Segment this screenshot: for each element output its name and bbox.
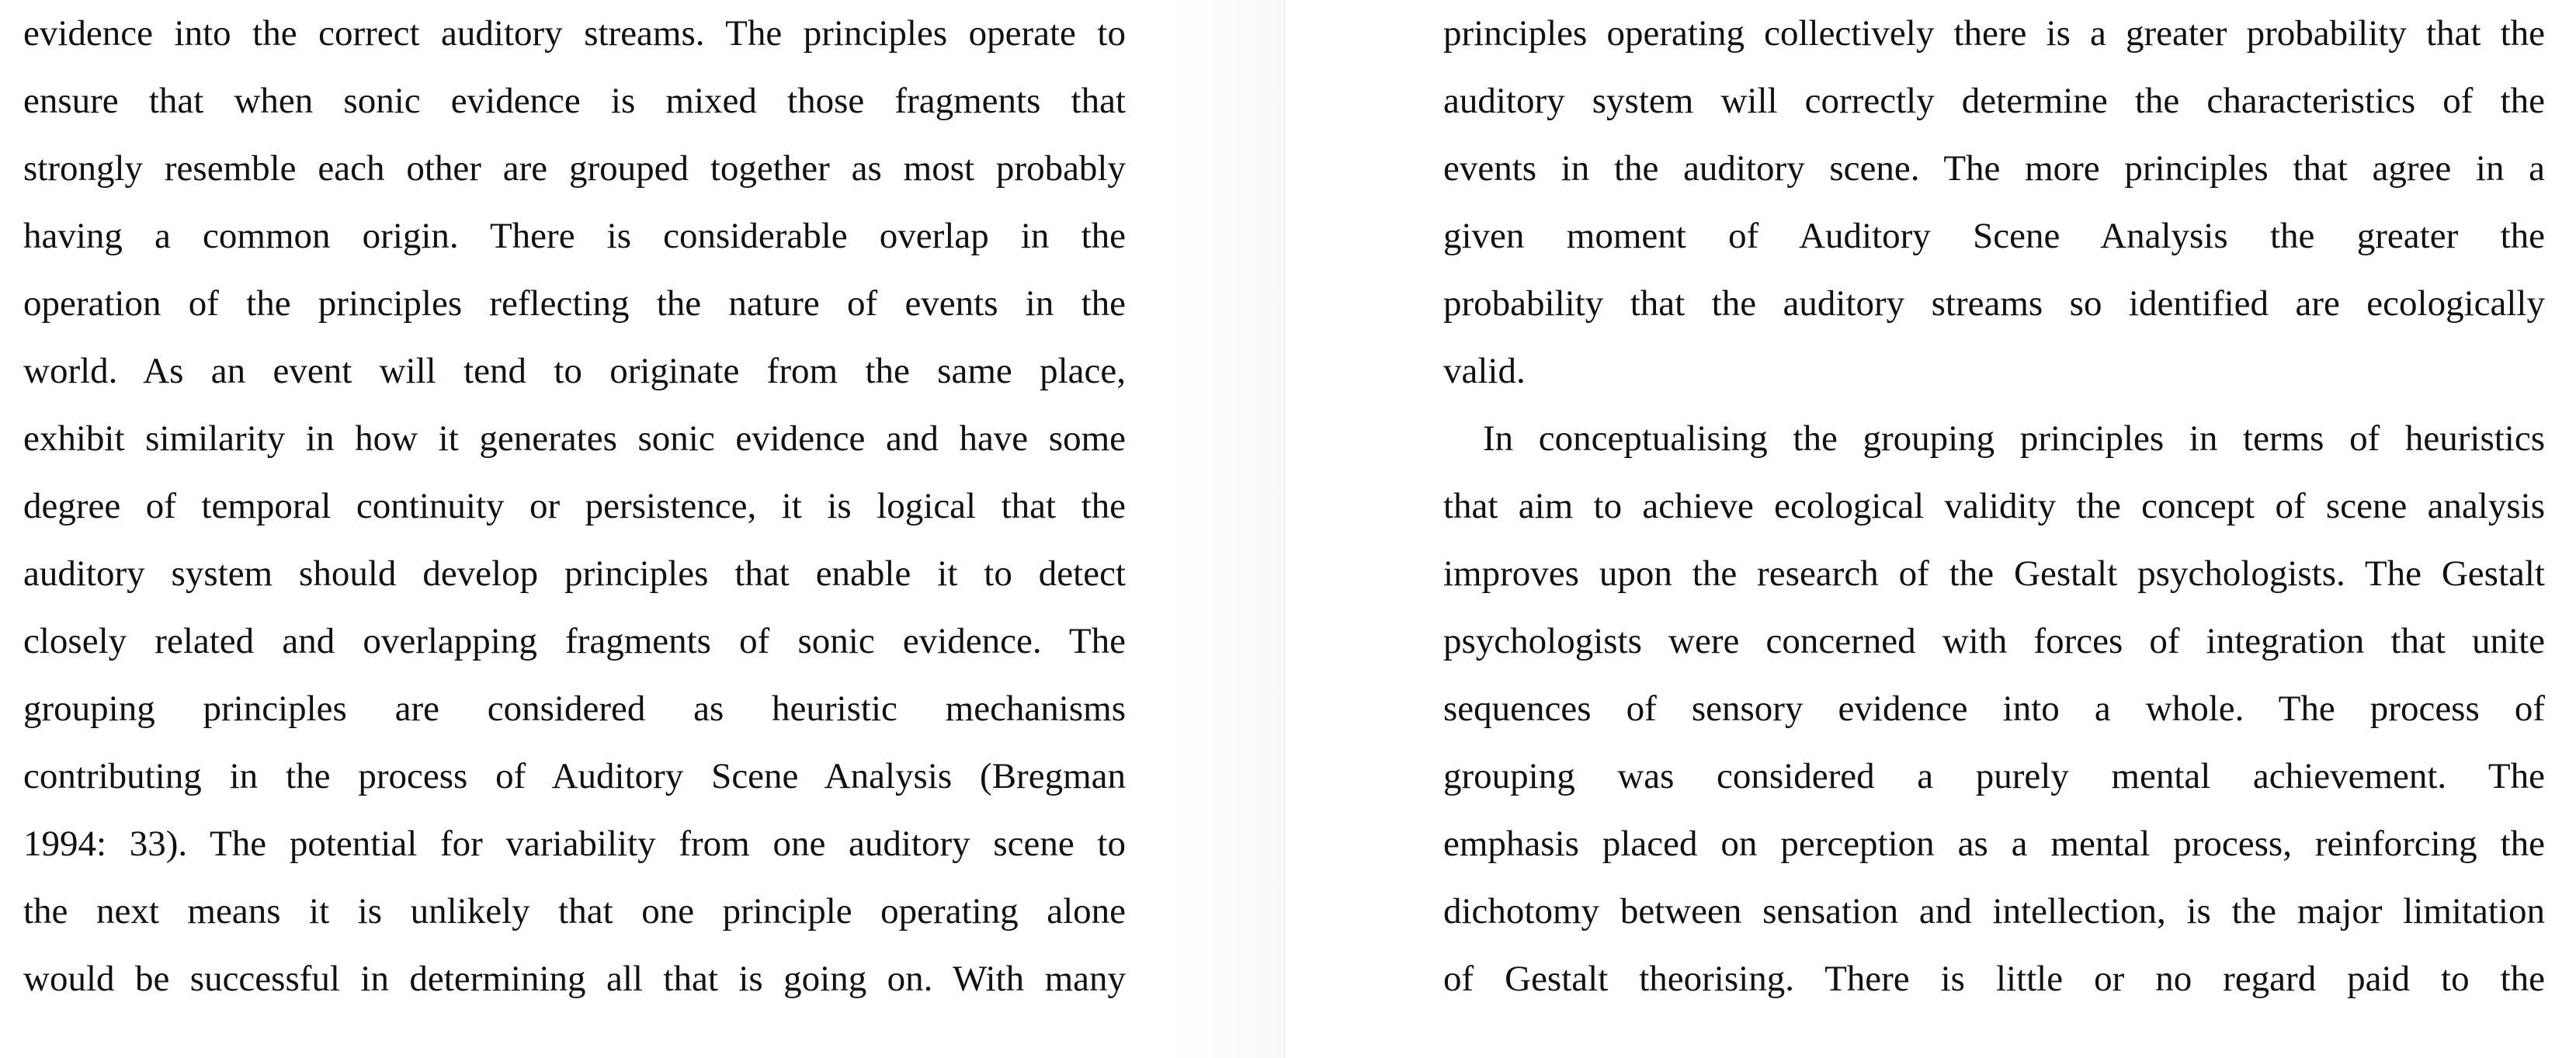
page-gutter-shadow — [1165, 0, 1284, 1058]
text-line: grouping principles are considered as heuristic mechanisms — [23, 689, 1126, 729]
text-line: principles operating collectively there is a greater probability that the — [1443, 13, 2545, 54]
text-line: operation of the principles reflecting the nature of events in the — [23, 283, 1126, 324]
text-line: of Gestalt theorising. There is little or no regard paid to the — [1443, 959, 2545, 999]
text-line: having a common origin. There is considerable overlap in the — [23, 216, 1126, 256]
text-line: degree of temporal continuity or persistence, it is logical that the — [23, 486, 1126, 526]
text-line: the next means it is unlikely that one principle operating alone — [23, 891, 1126, 931]
text-line: closely related and overlapping fragments of sonic evidence. The — [23, 621, 1126, 661]
text-line: emphasis placed on perception as a mental process, reinforcing the — [1443, 824, 2545, 864]
text-line: contributing in the process of Auditory Scene Analysis (Bregman — [23, 756, 1126, 796]
text-line: world. As an event will tend to originate from the same place, — [23, 351, 1126, 391]
paragraph-start-line: In conceptualising the grouping principles in terms of heuristics — [1483, 418, 2545, 459]
text-line: exhibit similarity in how it generates sonic evidence and have some — [23, 418, 1126, 459]
text-line: sequences of sensory evidence into a whole. The process of — [1443, 689, 2545, 729]
text-line: events in the auditory scene. The more principles that agree in a — [1443, 148, 2545, 189]
paragraph-end-line: valid. — [1443, 351, 1526, 391]
text-line: that aim to achieve ecological validity the concept of scene analysis — [1443, 486, 2545, 526]
text-line: given moment of Auditory Scene Analysis the greater the — [1443, 216, 2545, 256]
text-line: evidence into the correct auditory streams. The principles operate to — [23, 13, 1126, 54]
left-page-text — [23, 0, 1126, 1013]
right-page-text — [1443, 0, 2545, 1013]
text-line: ensure that when sonic evidence is mixed those fragments that — [23, 81, 1126, 121]
right-page — [1284, 0, 2576, 1058]
text-line: dichotomy between sensation and intellection, is the major limitation — [1443, 891, 2545, 931]
left-page — [0, 0, 1284, 1058]
text-line: psychologists were concerned with forces of integration that unite — [1443, 621, 2545, 661]
text-line: strongly resemble each other are grouped together as most probably — [23, 148, 1126, 189]
text-line: 1994: 33). The potential for variability from one auditory scene to — [23, 824, 1126, 864]
text-line: auditory system will correctly determine the characteristics of the — [1443, 81, 2545, 121]
text-line: auditory system should develop principles that enable it to detect — [23, 553, 1126, 594]
text-line: improves upon the research of the Gestalt psychologists. The Gestalt — [1443, 553, 2545, 594]
text-line: probability that the auditory streams so identified are ecologically — [1443, 283, 2545, 324]
text-line: grouping was considered a purely mental achievement. The — [1443, 756, 2545, 796]
text-line: would be successful in determining all that is going on. With many — [23, 959, 1126, 999]
